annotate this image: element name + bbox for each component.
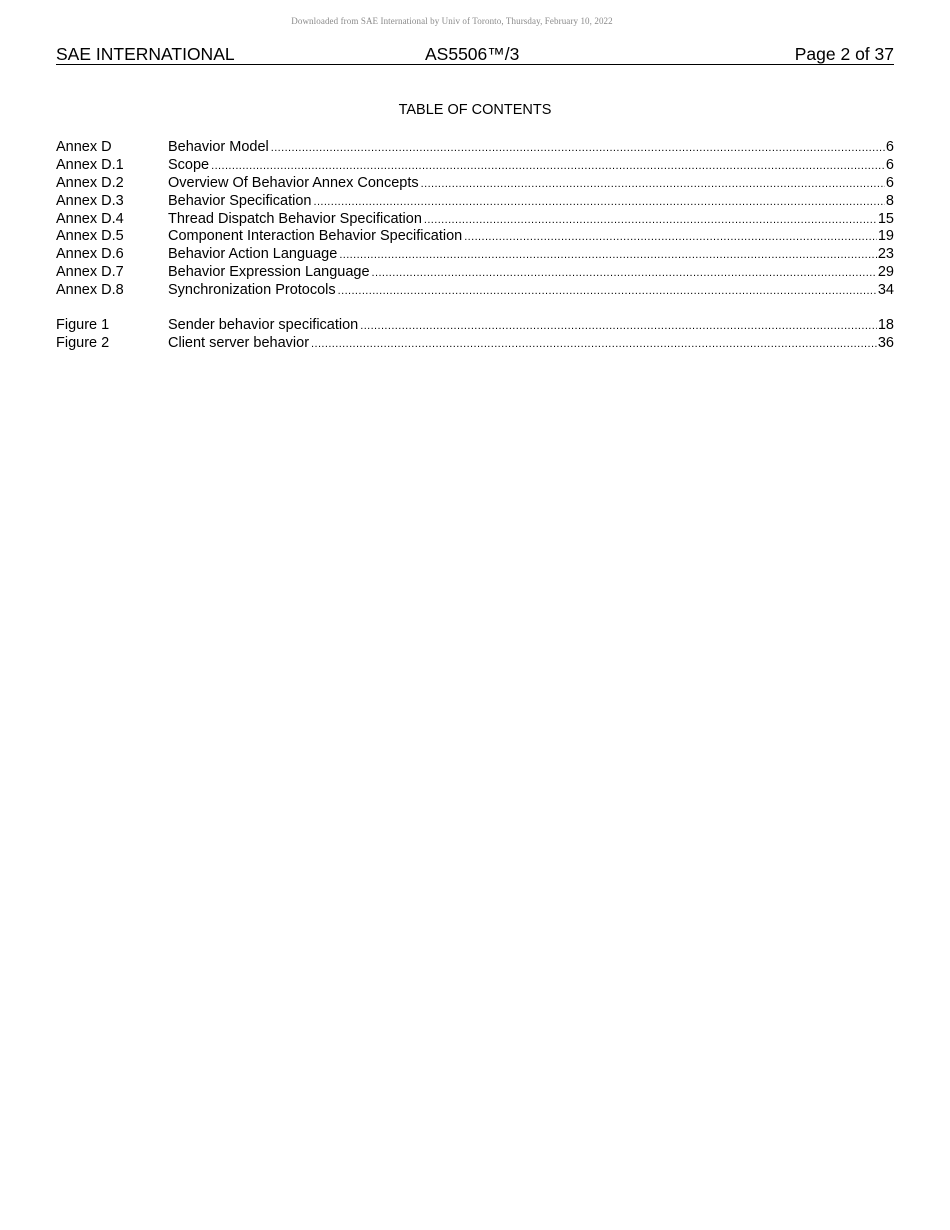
- toc-dot-leader: [211, 158, 885, 176]
- toc-entry-number: Annex D.2: [56, 174, 124, 191]
- toc-entry[interactable]: [56, 175, 894, 193]
- toc-entry-number: Annex D.8: [56, 282, 124, 299]
- organization-name: SAE INTERNATIONAL: [56, 44, 235, 64]
- toc-entry[interactable]: [56, 282, 894, 300]
- page-header: [56, 44, 894, 65]
- toc-entry[interactable]: [56, 193, 894, 211]
- toc-annex-list: [56, 139, 894, 300]
- toc-dot-leader: [424, 212, 877, 230]
- toc-entry[interactable]: [56, 335, 894, 353]
- toc-entry-label: Overview Of Behavior Annex Concepts: [168, 174, 419, 191]
- toc-dot-leader: [271, 140, 885, 158]
- toc-dot-leader: [339, 247, 877, 265]
- toc-title: TABLE OF CONTENTS: [398, 102, 552, 118]
- toc-entry-page: 23: [877, 246, 894, 263]
- toc-dot-leader: [360, 318, 877, 336]
- toc-entry-label: Component Interaction Behavior Specification: [168, 228, 463, 245]
- toc-entry-page: 18: [877, 317, 894, 333]
- toc-entry[interactable]: [56, 264, 894, 282]
- toc-entry[interactable]: [56, 211, 894, 229]
- toc-entry-label: Behavior Model: [168, 139, 269, 155]
- toc-entry-label: Sender behavior specification: [168, 317, 359, 333]
- document-id: AS5506™/3: [425, 44, 520, 64]
- toc-entry-page: 19: [877, 228, 894, 245]
- toc-figure-list: [56, 317, 894, 353]
- toc-entry[interactable]: [56, 246, 894, 264]
- toc-entry-number: Annex D.1: [56, 156, 124, 173]
- toc-entry-number: Figure 2: [56, 334, 110, 351]
- toc-entry-label: Behavior Specification: [168, 192, 312, 209]
- toc-entry-page: 6: [885, 156, 894, 173]
- toc-dot-leader: [338, 283, 877, 301]
- toc-entry-page: 6: [885, 174, 894, 191]
- toc-dot-leader: [464, 229, 877, 247]
- toc-entry-number: Figure 1: [56, 317, 110, 333]
- toc-entry[interactable]: [56, 317, 894, 335]
- toc-entry-page: 6: [885, 139, 894, 155]
- toc-dot-leader: [313, 194, 884, 212]
- toc-entry-label: Behavior Action Language: [168, 246, 338, 263]
- toc-dot-leader: [311, 336, 877, 354]
- toc-entry-page: 34: [877, 282, 894, 299]
- toc-entry-number: Annex D.4: [56, 210, 124, 227]
- toc-entry[interactable]: [56, 139, 894, 157]
- toc-entry-page: 36: [877, 334, 894, 351]
- toc-entry-label: Behavior Expression Language: [168, 264, 370, 281]
- toc-entry[interactable]: [56, 157, 894, 175]
- toc-entry-number: Annex D.6: [56, 246, 124, 263]
- toc-entry[interactable]: [56, 228, 894, 246]
- toc-entry-number: Annex D: [56, 139, 112, 155]
- toc-entry-number: Annex D.5: [56, 228, 124, 245]
- toc-entry-page: 15: [877, 210, 894, 227]
- toc-entry-page: 29: [877, 264, 894, 281]
- toc-entry-label: Client server behavior: [168, 334, 310, 351]
- page-number: Page 2 of 37: [794, 44, 894, 64]
- toc-dot-leader: [421, 176, 885, 194]
- toc-dot-leader: [372, 265, 877, 283]
- toc-entry-label: Thread Dispatch Behavior Specification: [168, 210, 422, 227]
- toc-entry-label: Scope: [168, 156, 210, 173]
- download-watermark: Downloaded from SAE International by Univ of Toronto, Thursday, February 10, 2022: [291, 16, 613, 26]
- toc-entry-label: Synchronization Protocols: [168, 282, 336, 299]
- toc-entry-number: Annex D.3: [56, 192, 124, 209]
- toc-entry-page: 8: [885, 192, 894, 209]
- toc-entry-number: Annex D.7: [56, 264, 124, 281]
